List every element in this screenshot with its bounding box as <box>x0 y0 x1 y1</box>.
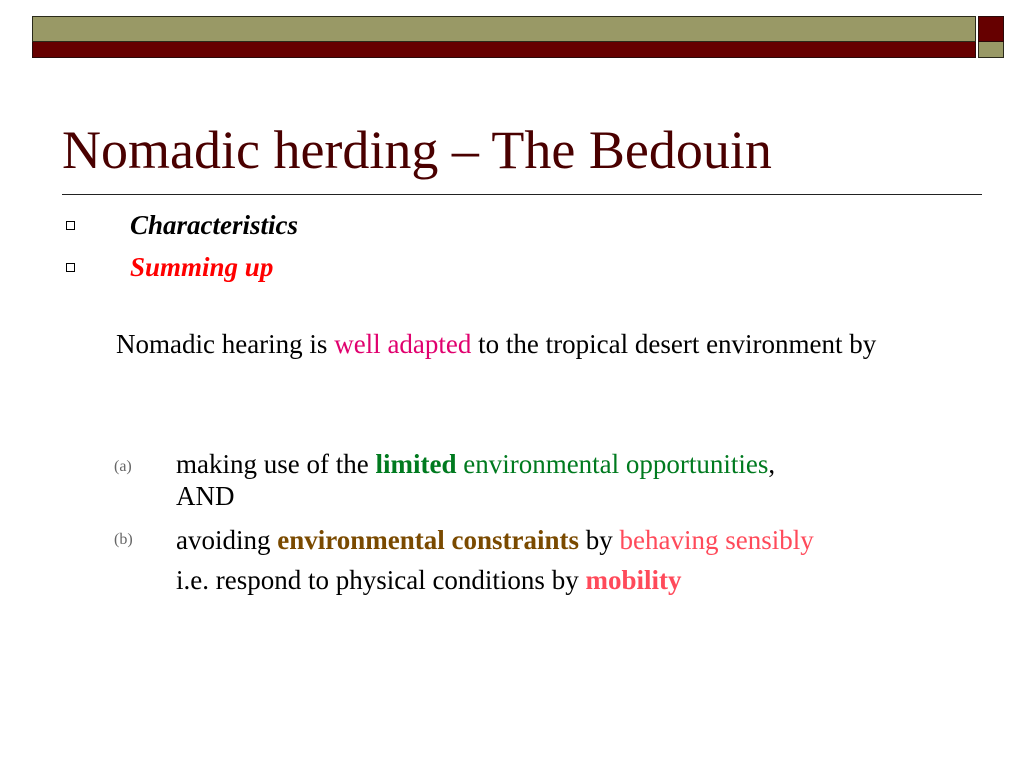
item-a-text <box>176 448 775 512</box>
square-bullet-icon <box>66 263 75 272</box>
item-highlight: behaving sensibly <box>619 525 814 555</box>
item-highlight: environmental opportunities <box>463 449 769 479</box>
header-band-olive <box>32 16 976 42</box>
bullet-summing-up[interactable] <box>66 250 274 284</box>
item-highlight: environmental constraints <box>277 525 579 555</box>
header-band-maroon <box>32 42 976 58</box>
item-highlight: mobility <box>585 565 682 595</box>
bullet-characteristics[interactable] <box>66 208 299 242</box>
item-text: , <box>768 449 776 479</box>
paragraph-text: Nomadic hearing is <box>116 329 335 359</box>
paragraph-highlight: well adapted <box>334 329 472 359</box>
paragraph-text: to the tropical desert environment by <box>471 329 877 359</box>
item-text: making use of the <box>176 449 376 479</box>
summary-paragraph <box>116 324 916 364</box>
bullet-label: Summing up <box>130 251 274 282</box>
item-text: AND <box>176 481 235 511</box>
item-text: by <box>579 525 620 555</box>
title-divider <box>62 194 982 195</box>
item-text: i.e. respond to physical conditions by <box>176 565 586 595</box>
item-b-text <box>176 520 814 600</box>
item-marker-a: (a) <box>114 458 132 475</box>
corner-block-olive <box>978 42 1004 58</box>
item-text: avoiding <box>176 525 278 555</box>
square-bullet-icon <box>66 221 75 230</box>
item-marker-b: (b) <box>114 531 133 548</box>
item-highlight: limited <box>375 449 457 479</box>
corner-block-maroon <box>978 16 1004 42</box>
bullet-label: Characteristics <box>130 209 299 240</box>
slide-title: Nomadic herding – The Bedouin <box>62 120 772 180</box>
